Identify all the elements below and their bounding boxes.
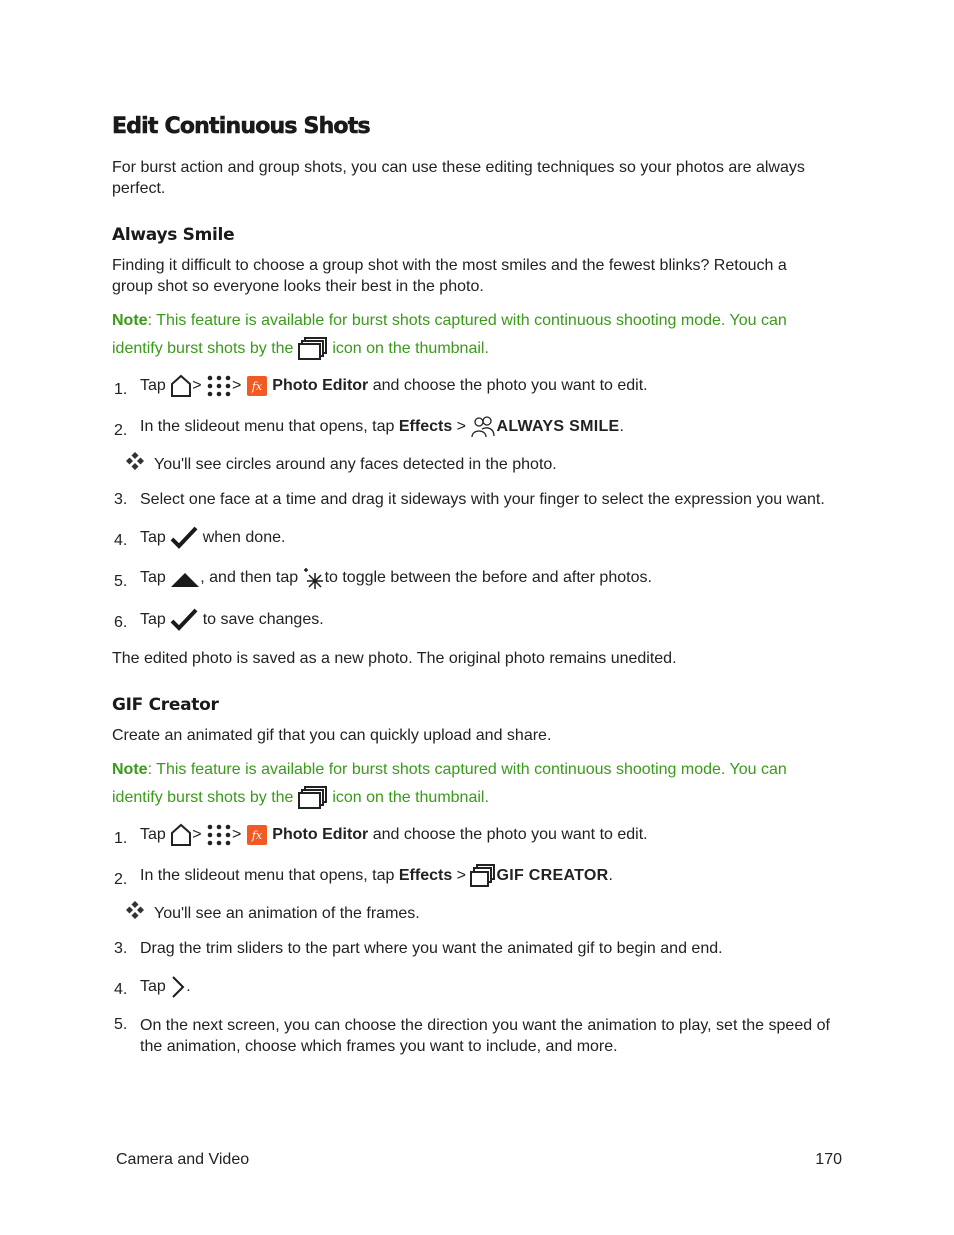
photo-editor-label: Photo Editor xyxy=(272,377,369,395)
step-number: 2. xyxy=(114,871,128,888)
section-text: Finding it difficult to choose a group shot with the most smiles and the fewest blinks? Retouch a group shot so everyone looks their best in the photo. xyxy=(112,257,787,295)
separator: > xyxy=(232,826,242,844)
step-1 xyxy=(140,374,648,398)
step-3: Drag the trim sliders to the part where you want the animated gif to begin and end. xyxy=(140,940,723,957)
bullet-diamond-icon xyxy=(126,452,144,475)
step-text: In the slideout menu that opens, tap xyxy=(140,418,395,436)
separator: > xyxy=(232,377,242,395)
note-label: Note xyxy=(112,312,148,329)
checkmark-icon xyxy=(170,526,198,550)
separator: > xyxy=(192,377,202,395)
step-number: 5. xyxy=(114,1016,128,1033)
step-4 xyxy=(140,975,191,999)
step-5 xyxy=(140,567,652,591)
step-4 xyxy=(140,526,285,550)
bullet-text: You'll see circles around any faces detected in the photo. xyxy=(154,456,557,473)
burst-icon xyxy=(470,864,496,888)
step-5: On the next screen, you can choose the direction you want the animation to play, set the speed of the animation, choose which frames you want to include, and more. xyxy=(140,1017,830,1055)
step-text: Tap xyxy=(140,611,166,629)
note-text: icon on the thumbnail. xyxy=(332,340,489,357)
step-text: Tap xyxy=(140,826,166,844)
step-text: Tap xyxy=(140,377,166,395)
step-2 xyxy=(140,415,624,439)
step-number: 3. xyxy=(114,491,128,508)
photo-editor-icon xyxy=(246,375,268,397)
step-number: 2. xyxy=(114,422,128,439)
effects-label: Effects xyxy=(398,867,453,885)
always-smile-label: ALWAYS SMILE xyxy=(496,418,620,436)
chevron-right-icon xyxy=(170,975,186,999)
step-number: 1. xyxy=(114,381,128,398)
closing-text: The edited photo is saved as a new photo. The original photo remains unedited. xyxy=(112,650,677,667)
bullet-text: You'll see an animation of the frames. xyxy=(154,905,420,922)
page-number: 170 xyxy=(815,1151,842,1168)
page-title: Edit Continuous Shots xyxy=(112,114,370,139)
step-2 xyxy=(140,864,613,888)
footer-section-name: Camera and Video xyxy=(116,1151,250,1168)
step-3: Select one face at a time and drag it sideways with your finger to select the expression you want. xyxy=(140,491,825,508)
separator: > xyxy=(456,418,467,436)
people-icon xyxy=(470,415,496,439)
section-heading-gif-creator: GIF Creator xyxy=(112,695,219,715)
step-6 xyxy=(140,608,324,632)
step-text: Tap xyxy=(140,569,166,587)
step-number: 5. xyxy=(114,573,128,590)
step-text: . xyxy=(186,978,191,996)
note xyxy=(112,756,832,812)
photo-editor-label: Photo Editor xyxy=(272,826,369,844)
photo-editor-icon xyxy=(246,824,268,846)
home-icon xyxy=(170,374,192,398)
up-arrow-icon xyxy=(170,567,200,589)
step-text: when done. xyxy=(202,529,286,547)
step-text: . xyxy=(608,867,613,885)
step-1 xyxy=(140,823,648,847)
apps-icon xyxy=(206,823,232,847)
step-text: and choose the photo you want to edit. xyxy=(372,377,648,395)
step-number: 6. xyxy=(114,614,128,631)
step-text: , and then tap xyxy=(200,569,299,587)
step-number: 4. xyxy=(114,532,128,549)
sparkle-icon xyxy=(303,567,325,591)
effects-label: Effects xyxy=(398,418,453,436)
burst-icon xyxy=(298,786,328,810)
svg-text:fx: fx xyxy=(251,380,262,393)
step-text: Tap xyxy=(140,529,166,547)
step-text: and choose the photo you want to edit. xyxy=(372,826,648,844)
bullet-diamond-icon xyxy=(126,901,144,924)
note-text: identify burst shots by the xyxy=(112,340,294,357)
separator: > xyxy=(456,867,467,885)
section-heading-always-smile: Always Smile xyxy=(112,225,235,245)
svg-text:fx: fx xyxy=(251,829,262,842)
step-text: In the slideout menu that opens, tap xyxy=(140,867,395,885)
step-number: 4. xyxy=(114,981,128,998)
note xyxy=(112,307,832,363)
intro-text: For burst action and group shots, you can use these editing techniques so your photos are always perfect. xyxy=(112,159,805,197)
step-text: Tap xyxy=(140,978,166,996)
step-number: 1. xyxy=(114,830,128,847)
section-text: Create an animated gif that you can quickly upload and share. xyxy=(112,727,552,744)
step-text: to save changes. xyxy=(202,611,324,629)
gif-creator-label: GIF CREATOR xyxy=(496,867,609,885)
step-number: 3. xyxy=(114,940,128,957)
step-text: . xyxy=(619,418,624,436)
note-label: Note xyxy=(112,761,148,778)
separator: > xyxy=(192,826,202,844)
note-text: : This feature is available for burst shots captured with continuous shooting mode. You can xyxy=(147,761,787,778)
burst-icon xyxy=(298,337,328,361)
checkmark-icon xyxy=(170,608,198,632)
note-text: icon on the thumbnail. xyxy=(332,789,489,806)
note-text: identify burst shots by the xyxy=(112,789,294,806)
home-icon xyxy=(170,823,192,847)
apps-icon xyxy=(206,374,232,398)
note-text: : This feature is available for burst shots captured with continuous shooting mode. You can xyxy=(147,312,787,329)
step-text: to toggle between the before and after photos. xyxy=(324,569,652,587)
